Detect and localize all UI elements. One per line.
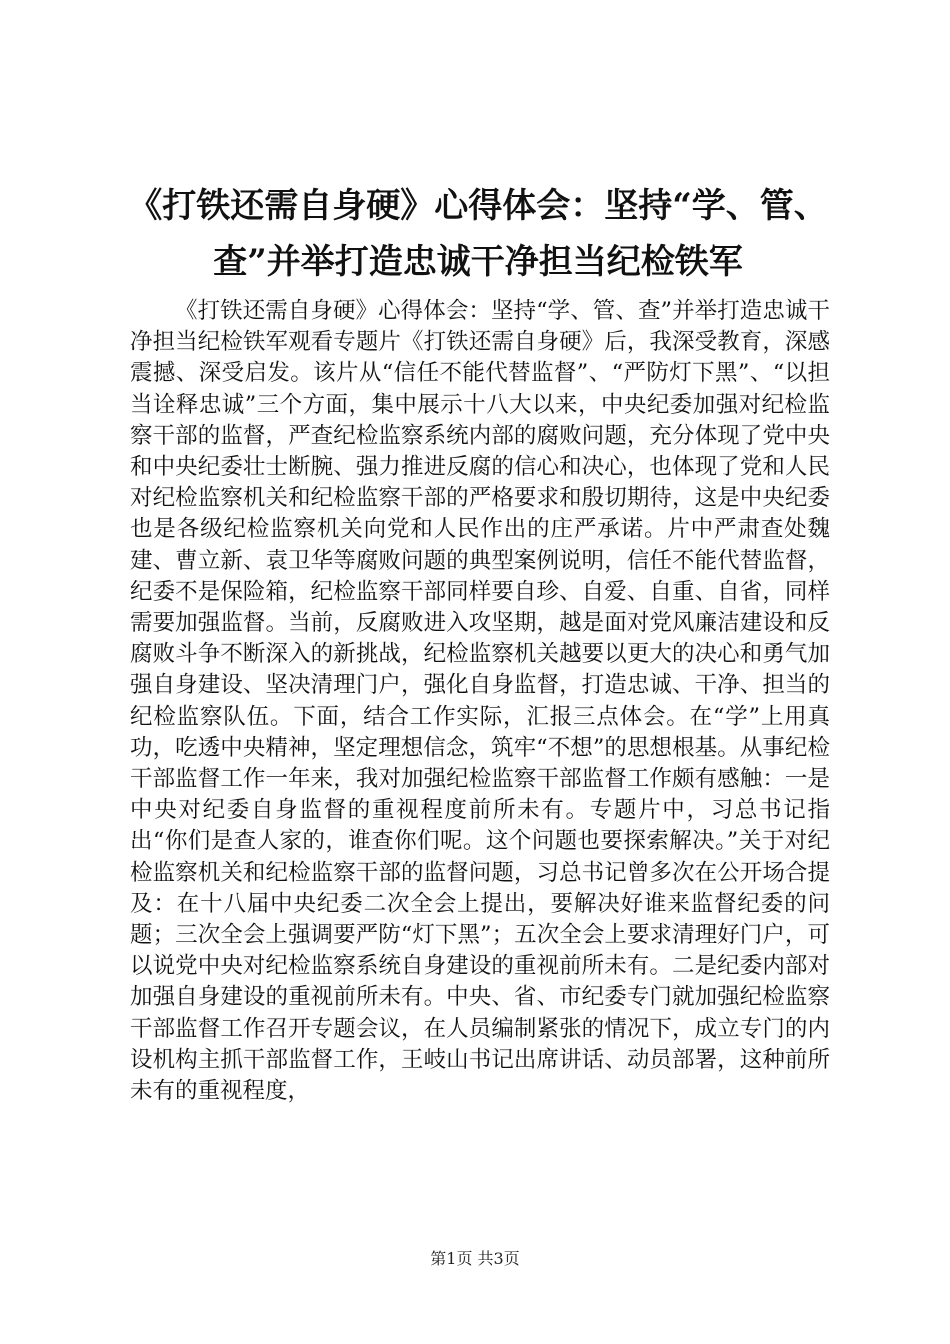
title-line-1: 《打铁还需自身硬》心得体会：坚持“学、管、 [128, 186, 828, 226]
title-line-2: 查”并举打造忠诚干净担当纪检铁军 [213, 242, 743, 282]
body-paragraph: 《打铁还需自身硬》心得体会：坚持“学、管、查”并举打造忠诚干净担当纪检铁军观看专题片《打铁还需自身硬》后，我深受教育，深感震撼、深受启发。该片从“信任不能代替监督”、“严防灯下黑”、“以担当诠释忠诚”三个方面，集中展示十八大以来，中央纪委加强对纪检监察干部的监督，严查纪检监察系统内部的腐败问题，充分体现了党中央和中央纪委壮士断腕、强力推进反腐的信心和决心，也体现了党和人民对纪检监察机关和纪检监察干部的严格要求和殷切期待，这是中央纪委也是各级纪检监察机关向党和人民作出的庄严承诺。片中严肃查处魏建、曹立新、袁卫华等腐败问题的典型案例说明，信任不能代替监督，纪委不是保险箱，纪检监察干部同样要自珍、自爱、自重、自省，同样需要加强监督。当前，反腐败进入攻坚期，越是面对党风廉洁建设和反腐败斗争不断深入的新挑战，纪检监察机关越要以更大的决心和勇气加强自身建设、坚决清理门户，强化自身监督，打造忠诚、干净、担当的纪检监察队伍。下面，结合工作实际，汇报三点体会。在“学”上用真功，吃透中央精神，坚定理想信念，筑牢“不想”的思想根基。从事纪检干部监督工作一年来，我对加强纪检监察干部监督工作颇有感触：一是中央对纪委自身监督的重视程度前所未有。专题片中，习总书记指出“你们是查人家的，谁查你们呢。这个问题也要探索解决。”关于对纪检监察机关和纪检监察干部的监督问题，习总书记曾多次在公开场合提及：在十八届中央纪委二次全会上提出，要解决好谁来监督纪委的问题；三次全会上强调要严防“灯下黑”；五次全会上要求清理好门户，可以说党中央对纪检监察系统自身建设的重视前所未有。二是纪委内部对加强自身建设的重视前所未有。中央、省、市纪委专门就加强纪检监察干部监督工作召开专题会议，在人员编制紧张的情况下，成立专门的内设机构主抓干部监督工作，王岐山书记出席讲话、动员部署，这种前所未有的重视程度， [130, 298, 830, 1105]
page-number-footer: 第1页 共3页 [430, 1249, 520, 1268]
document-title [128, 178, 828, 290]
